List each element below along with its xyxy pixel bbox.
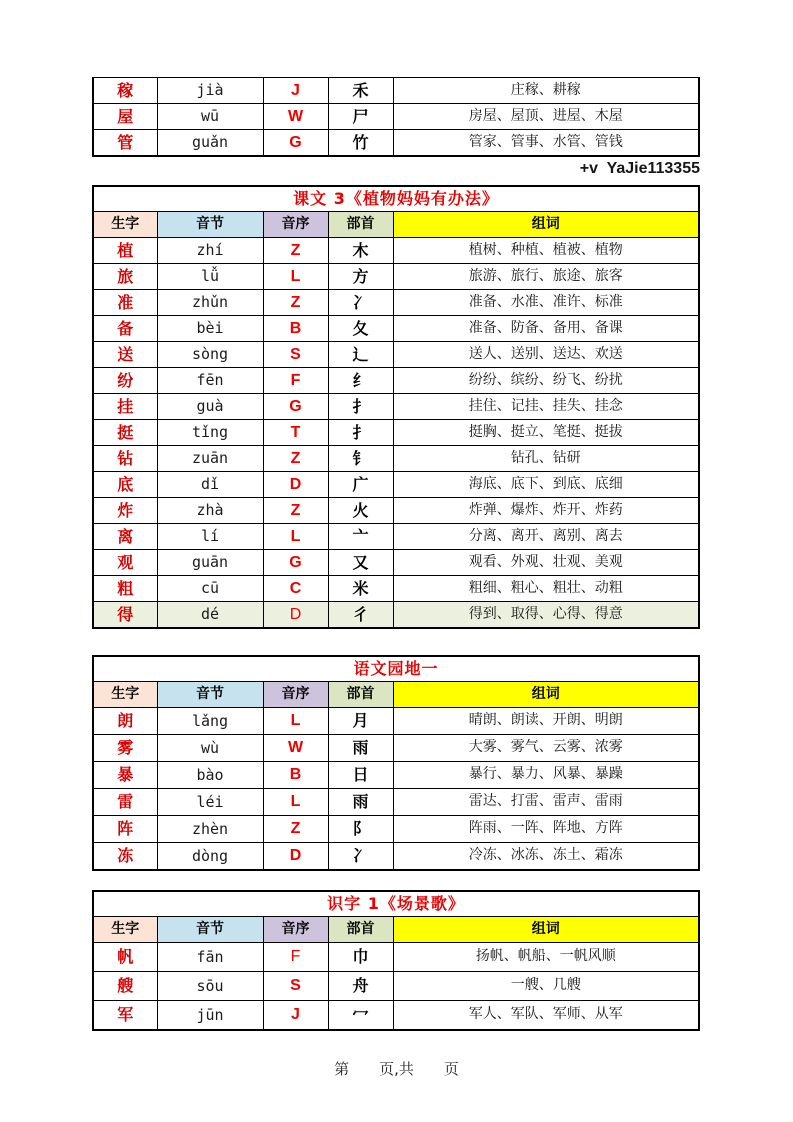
vocab-row bbox=[93, 446, 699, 472]
watermark-text: +v YaJie113355 bbox=[579, 160, 700, 177]
words-cell: 大雾、雾气、云雾、浓雾 bbox=[393, 735, 699, 762]
initial-cell: B bbox=[263, 762, 328, 789]
radical-cell: 夂 bbox=[328, 316, 393, 342]
pinyin-cell: bèi bbox=[157, 316, 263, 342]
hanzi-cell: 送 bbox=[93, 342, 157, 368]
column-header-pinyin: 音节 bbox=[157, 212, 263, 238]
vocab-row bbox=[93, 420, 699, 446]
hanzi-cell: 得 bbox=[93, 602, 157, 629]
radical-cell: 木 bbox=[328, 238, 393, 264]
words-cell: 挺胸、挺立、笔挺、挺拔 bbox=[393, 420, 699, 446]
words-cell: 海底、底下、到底、底细 bbox=[393, 472, 699, 498]
page-footer: 第 页,共 页 bbox=[334, 1060, 459, 1078]
pinyin-cell: sòng bbox=[157, 342, 263, 368]
words-cell: 扬帆、帆船、一帆风顺 bbox=[393, 943, 699, 972]
vocab-table bbox=[92, 185, 700, 629]
initial-cell: D bbox=[263, 843, 328, 871]
column-header-initial: 音序 bbox=[263, 212, 328, 238]
vocab-table-continued bbox=[92, 77, 700, 157]
initial-cell: W bbox=[263, 735, 328, 762]
vocab-table-lesson3 bbox=[92, 185, 700, 629]
pinyin-cell: lǚ bbox=[157, 264, 263, 290]
hanzi-cell: 准 bbox=[93, 290, 157, 316]
radical-cell: 月 bbox=[328, 708, 393, 735]
radical-cell: 扌 bbox=[328, 394, 393, 420]
radical-cell: 禾 bbox=[328, 78, 393, 104]
hanzi-cell: 冻 bbox=[93, 843, 157, 871]
vocab-row bbox=[93, 394, 699, 420]
initial-cell: Z bbox=[263, 446, 328, 472]
hanzi-cell: 军 bbox=[93, 1001, 157, 1031]
hanzi-cell: 管 bbox=[93, 130, 157, 157]
initial-cell: J bbox=[263, 1001, 328, 1031]
words-cell: 分离、离开、离别、离去 bbox=[393, 524, 699, 550]
hanzi-cell: 雾 bbox=[93, 735, 157, 762]
initial-cell: G bbox=[263, 130, 328, 157]
hanzi-cell: 雷 bbox=[93, 789, 157, 816]
column-header-initial: 音序 bbox=[263, 682, 328, 708]
radical-cell: 又 bbox=[328, 550, 393, 576]
radical-cell: 日 bbox=[328, 762, 393, 789]
radical-cell: 冫 bbox=[328, 843, 393, 871]
pinyin-cell: zuān bbox=[157, 446, 263, 472]
initial-cell: G bbox=[263, 394, 328, 420]
radical-cell: 雨 bbox=[328, 735, 393, 762]
initial-cell: F bbox=[263, 943, 328, 972]
words-cell: 准备、防备、备用、备课 bbox=[393, 316, 699, 342]
radical-cell: 舟 bbox=[328, 972, 393, 1001]
initial-cell: G bbox=[263, 550, 328, 576]
pinyin-cell: cū bbox=[157, 576, 263, 602]
vocab-row bbox=[93, 816, 699, 843]
table-title-row bbox=[93, 891, 699, 917]
hanzi-cell: 旅 bbox=[93, 264, 157, 290]
hanzi-cell: 暴 bbox=[93, 762, 157, 789]
words-cell: 晴朗、朗读、开朗、明朗 bbox=[393, 708, 699, 735]
vocab-row bbox=[93, 130, 699, 157]
pinyin-cell: zhèn bbox=[157, 816, 263, 843]
hanzi-cell: 底 bbox=[93, 472, 157, 498]
vocab-row bbox=[93, 843, 699, 871]
initial-cell: Z bbox=[263, 816, 328, 843]
radical-cell: 雨 bbox=[328, 789, 393, 816]
words-cell: 暴行、暴力、风暴、暴躁 bbox=[393, 762, 699, 789]
vocab-table-shizi1 bbox=[92, 890, 700, 1031]
hanzi-cell: 钻 bbox=[93, 446, 157, 472]
initial-cell: F bbox=[263, 368, 328, 394]
column-header-radical: 部首 bbox=[328, 917, 393, 943]
pinyin-cell: guà bbox=[157, 394, 263, 420]
column-header-row bbox=[93, 917, 699, 943]
hanzi-cell: 挂 bbox=[93, 394, 157, 420]
column-header-initial: 音序 bbox=[263, 917, 328, 943]
hanzi-cell: 植 bbox=[93, 238, 157, 264]
table-title-row bbox=[93, 656, 699, 682]
vocab-row bbox=[93, 238, 699, 264]
radical-cell: 广 bbox=[328, 472, 393, 498]
vocab-row bbox=[93, 316, 699, 342]
vocab-row bbox=[93, 290, 699, 316]
initial-cell: L bbox=[263, 524, 328, 550]
pinyin-cell: dé bbox=[157, 602, 263, 629]
column-header-words: 组词 bbox=[393, 917, 699, 943]
words-cell: 雷达、打雷、雷声、雷雨 bbox=[393, 789, 699, 816]
vocab-row bbox=[93, 368, 699, 394]
words-cell: 观看、外观、壮观、美观 bbox=[393, 550, 699, 576]
column-header-char: 生字 bbox=[93, 917, 157, 943]
pinyin-cell: tǐng bbox=[157, 420, 263, 446]
hanzi-cell: 纷 bbox=[93, 368, 157, 394]
column-header-radical: 部首 bbox=[328, 212, 393, 238]
table-title: 识字 1《场景歌》 bbox=[93, 891, 699, 917]
radical-cell: 竹 bbox=[328, 130, 393, 157]
hanzi-cell: 观 bbox=[93, 550, 157, 576]
words-cell: 房屋、屋顶、进屋、木屋 bbox=[393, 104, 699, 130]
column-header-row bbox=[93, 212, 699, 238]
vocab-row bbox=[93, 972, 699, 1001]
hanzi-cell: 朗 bbox=[93, 708, 157, 735]
hanzi-cell: 粗 bbox=[93, 576, 157, 602]
vocab-row bbox=[93, 264, 699, 290]
words-cell: 挂住、记挂、挂失、挂念 bbox=[393, 394, 699, 420]
initial-cell: S bbox=[263, 972, 328, 1001]
pinyin-cell: jià bbox=[157, 78, 263, 104]
initial-cell: W bbox=[263, 104, 328, 130]
column-header-radical: 部首 bbox=[328, 682, 393, 708]
column-header-char: 生字 bbox=[93, 682, 157, 708]
initial-cell: S bbox=[263, 342, 328, 368]
initial-cell: L bbox=[263, 264, 328, 290]
column-header-words: 组词 bbox=[393, 212, 699, 238]
vocab-table bbox=[92, 655, 700, 871]
hanzi-cell: 稼 bbox=[93, 78, 157, 104]
vocab-row bbox=[93, 472, 699, 498]
column-header-char: 生字 bbox=[93, 212, 157, 238]
column-header-pinyin: 音节 bbox=[157, 682, 263, 708]
vocab-row bbox=[93, 78, 699, 104]
words-cell: 军人、军队、军师、从军 bbox=[393, 1001, 699, 1031]
initial-cell: Z bbox=[263, 498, 328, 524]
pinyin-cell: zhà bbox=[157, 498, 263, 524]
vocab-table bbox=[92, 77, 700, 157]
vocab-row bbox=[93, 762, 699, 789]
pinyin-cell: bào bbox=[157, 762, 263, 789]
radical-cell: 米 bbox=[328, 576, 393, 602]
words-cell: 钻孔、钻研 bbox=[393, 446, 699, 472]
table-title: 语文园地一 bbox=[93, 656, 699, 682]
radical-cell: 尸 bbox=[328, 104, 393, 130]
radical-cell: 巾 bbox=[328, 943, 393, 972]
initial-cell: D bbox=[263, 602, 328, 629]
words-cell: 阵雨、一阵、阵地、方阵 bbox=[393, 816, 699, 843]
vocab-row bbox=[93, 524, 699, 550]
initial-cell: C bbox=[263, 576, 328, 602]
pinyin-cell: sōu bbox=[157, 972, 263, 1001]
radical-cell: 纟 bbox=[328, 368, 393, 394]
words-cell: 送人、送别、送达、欢送 bbox=[393, 342, 699, 368]
vocab-row bbox=[93, 789, 699, 816]
words-cell: 准备、水准、准许、标准 bbox=[393, 290, 699, 316]
vocab-row bbox=[93, 602, 699, 629]
radical-cell: 亠 bbox=[328, 524, 393, 550]
words-cell: 纷纷、缤纷、纷飞、纷扰 bbox=[393, 368, 699, 394]
column-header-row bbox=[93, 682, 699, 708]
words-cell: 植树、种植、植被、植物 bbox=[393, 238, 699, 264]
hanzi-cell: 挺 bbox=[93, 420, 157, 446]
pinyin-cell: dǐ bbox=[157, 472, 263, 498]
initial-cell: J bbox=[263, 78, 328, 104]
vocab-table-garden1 bbox=[92, 655, 700, 871]
hanzi-cell: 屋 bbox=[93, 104, 157, 130]
radical-cell: 彳 bbox=[328, 602, 393, 629]
pinyin-cell: zhǔn bbox=[157, 290, 263, 316]
radical-cell: 火 bbox=[328, 498, 393, 524]
hanzi-cell: 帆 bbox=[93, 943, 157, 972]
pinyin-cell: wù bbox=[157, 735, 263, 762]
pinyin-cell: guǎn bbox=[157, 130, 263, 157]
vocab-row bbox=[93, 550, 699, 576]
vocab-row bbox=[93, 735, 699, 762]
hanzi-cell: 备 bbox=[93, 316, 157, 342]
pinyin-cell: fān bbox=[157, 943, 263, 972]
initial-cell: Z bbox=[263, 290, 328, 316]
hanzi-cell: 艘 bbox=[93, 972, 157, 1001]
vocab-row bbox=[93, 342, 699, 368]
radical-cell: 方 bbox=[328, 264, 393, 290]
initial-cell: D bbox=[263, 472, 328, 498]
words-cell: 炸弹、爆炸、炸开、炸药 bbox=[393, 498, 699, 524]
initial-cell: T bbox=[263, 420, 328, 446]
initial-cell: L bbox=[263, 708, 328, 735]
words-cell: 一艘、几艘 bbox=[393, 972, 699, 1001]
vocab-row bbox=[93, 943, 699, 972]
pinyin-cell: fēn bbox=[157, 368, 263, 394]
vocab-row bbox=[93, 104, 699, 130]
vocab-row bbox=[93, 576, 699, 602]
vocab-row bbox=[93, 1001, 699, 1031]
radical-cell: 冫 bbox=[328, 290, 393, 316]
pinyin-cell: lǎng bbox=[157, 708, 263, 735]
words-cell: 冷冻、冰冻、冻土、霜冻 bbox=[393, 843, 699, 871]
pinyin-cell: léi bbox=[157, 789, 263, 816]
words-cell: 得到、取得、心得、得意 bbox=[393, 602, 699, 629]
initial-cell: B bbox=[263, 316, 328, 342]
radical-cell: 辶 bbox=[328, 342, 393, 368]
pinyin-cell: jūn bbox=[157, 1001, 263, 1031]
radical-cell: 冖 bbox=[328, 1001, 393, 1031]
column-header-words: 组词 bbox=[393, 682, 699, 708]
words-cell: 粗细、粗心、粗壮、动粗 bbox=[393, 576, 699, 602]
radical-cell: 扌 bbox=[328, 420, 393, 446]
vocab-row bbox=[93, 498, 699, 524]
words-cell: 庄稼、耕稼 bbox=[393, 78, 699, 104]
table-title-row bbox=[93, 186, 699, 212]
radical-cell: 钅 bbox=[328, 446, 393, 472]
column-header-pinyin: 音节 bbox=[157, 917, 263, 943]
words-cell: 旅游、旅行、旅途、旅客 bbox=[393, 264, 699, 290]
table-title: 课文 3《植物妈妈有办法》 bbox=[93, 186, 699, 212]
words-cell: 管家、管事、水管、管钱 bbox=[393, 130, 699, 157]
vocab-table bbox=[92, 890, 700, 1031]
pinyin-cell: zhí bbox=[157, 238, 263, 264]
pinyin-cell: lí bbox=[157, 524, 263, 550]
hanzi-cell: 离 bbox=[93, 524, 157, 550]
hanzi-cell: 阵 bbox=[93, 816, 157, 843]
pinyin-cell: guān bbox=[157, 550, 263, 576]
initial-cell: L bbox=[263, 789, 328, 816]
hanzi-cell: 炸 bbox=[93, 498, 157, 524]
initial-cell: Z bbox=[263, 238, 328, 264]
vocab-row bbox=[93, 708, 699, 735]
pinyin-cell: wū bbox=[157, 104, 263, 130]
pinyin-cell: dòng bbox=[157, 843, 263, 871]
radical-cell: 阝 bbox=[328, 816, 393, 843]
